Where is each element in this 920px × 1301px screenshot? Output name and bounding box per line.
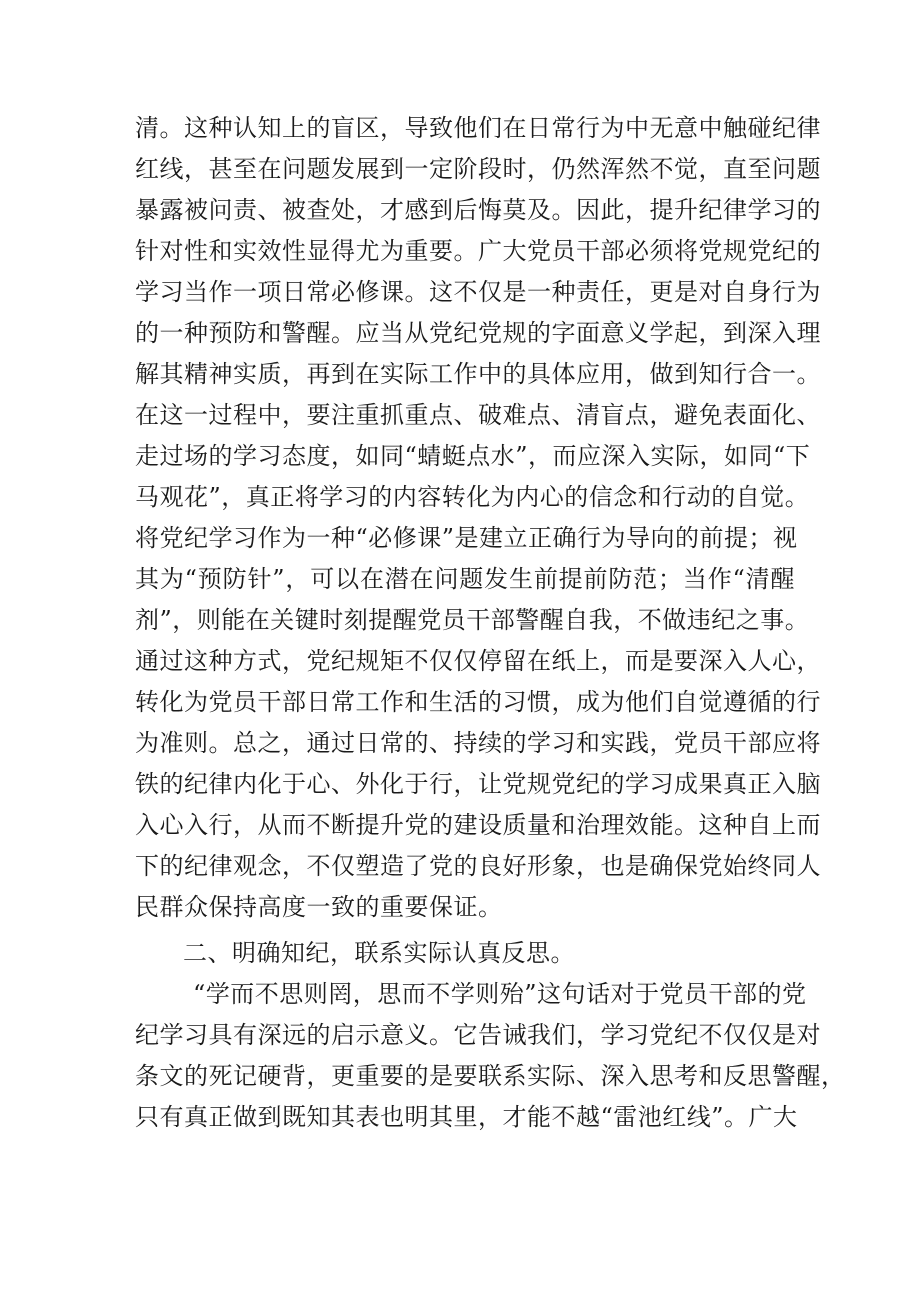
paragraph-line: 学习当作一项日常必修课。这不仅是一种责任，更是对自身行为: [135, 278, 821, 306]
paragraph-line: 入心入行，从而不断提升党的建设质量和治理效能。这种自上而: [135, 811, 821, 839]
paragraph-line: 针对性和实效性显得尤为重要。广大党员干部必须将党规党纪的: [135, 237, 821, 265]
paragraph-line: 清。这种认知上的盲区，导致他们在日常行为中无意中触碰纪律: [135, 114, 821, 142]
document-body: [135, 108, 846, 1138]
paragraph-line: 纪学习具有深远的启示意义。它告诫我们，学习党纪不仅仅是对: [135, 1021, 821, 1049]
paragraph-line: 其为“预防针”，可以在潜在问题发生前提前防范；当作“清醒: [135, 565, 795, 593]
paragraph-line: 红线，甚至在问题发展到一定阶段时，仍然浑然不觉，直至问题: [135, 155, 821, 183]
paragraph-line: 在这一过程中，要注重抓重点、破难点、清盲点，避免表面化、: [135, 401, 821, 429]
paragraph-line: 的一种预防和警醒。应当从党纪党规的字面意义学起，到深入理: [135, 319, 821, 347]
paragraph-line: 只有真正做到既知其表也明其里，才能不越“雷池红线”。广大: [135, 1103, 798, 1131]
paragraph-line: 铁的纪律内化于心、外化于行，让党规党纪的学习成果真正入脑: [135, 770, 821, 798]
section-heading: 二、明确知纪，联系实际认真反思。: [183, 939, 575, 967]
paragraph-line: 解其精神实质，再到在实际工作中的具体应用，做到知行合一。: [135, 360, 821, 388]
paragraph-line: 转化为党员干部日常工作和生活的习惯，成为他们自觉遵循的行: [135, 688, 821, 716]
paragraph-line: 马观花”，真正将学习的内容转化为内心的信念和行动的自觉。: [135, 483, 810, 511]
paragraph-line: 走过场的学习态度，如同“蜻蜓点水”，而应深入实际，如同“下: [135, 442, 811, 470]
paragraph-line: 下的纪律观念，不仅塑造了党的良好形象，也是确保党始终同人: [135, 852, 821, 880]
paragraph-line: 通过这种方式，党纪规矩不仅仅停留在纸上，而是要深入人心，: [135, 647, 821, 675]
paragraph-line: 剂”，则能在关键时刻提醒党员干部警醒自我，不做违纪之事。: [135, 606, 810, 634]
paragraph-line: 为准则。总之，通过日常的、持续的学习和实践，党员干部应将: [135, 729, 821, 757]
paragraph-line: 民群众保持高度一致的重要保证。: [135, 893, 503, 921]
paragraph-line: 将党纪学习作为一种“必修课”是建立正确行为导向的前提；视: [135, 524, 798, 552]
paragraph-line: 暴露被问责、被查处，才感到后悔莫及。因此，提升纪律学习的: [135, 196, 821, 224]
paragraph-line: 条文的死记硬背，更重要的是要联系实际、深入思考和反思警醒，: [135, 1062, 846, 1090]
paragraph-line: “学而不思则罔，思而不学则殆”这句话对于党员干部的党: [193, 980, 807, 1008]
